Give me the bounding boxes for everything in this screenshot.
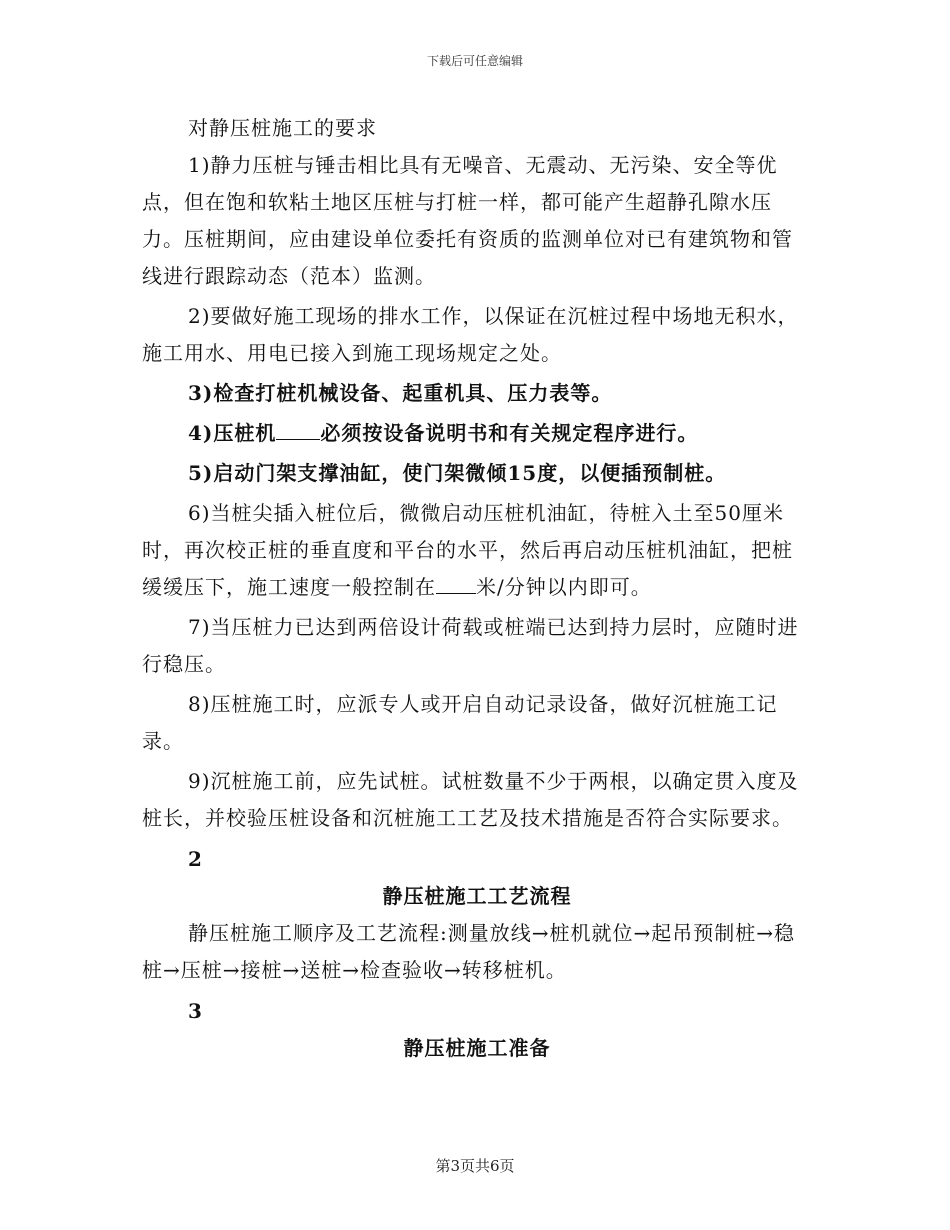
page-header: 下载后可任意编辑 <box>426 54 523 68</box>
fill-blank <box>276 421 320 440</box>
page-footer: 第3页共6页 <box>435 1157 515 1175</box>
requirement-2: 2)要做好施工现场的排水工作，以保证在沉桩过程中场地无积水，施工用水、用电已接入到施工现场规定之处。 <box>142 304 799 365</box>
requirement-4-start: 4)压桩机 <box>188 421 277 445</box>
section-number-3: 3 <box>188 999 203 1023</box>
requirement-4-end: 必须按设备说明书和有关规定程序进行。 <box>320 421 699 445</box>
requirement-6-start: 6)当桩尖插入桩位后，微微启动压桩机油缸，待桩入土至50厘米时，再次校正桩的垂直度和平台的水平，然后再启动压桩机油缸，把桩缓缓压下，施工速度一般控制在 <box>142 501 793 599</box>
requirement-6-end: 米/分钟以内即可。 <box>476 575 652 599</box>
requirement-7: 7)当压桩力已达到两倍设计荷载或桩端已达到持力层时，应随时进行稳压。 <box>142 615 799 676</box>
requirement-4 <box>142 415 812 452</box>
section-heading-3: 静压桩施工准备 <box>403 1036 551 1060</box>
requirement-3: 3)检查打桩机械设备、起重机具、压力表等。 <box>188 381 613 405</box>
section-title: 对静压桩施工的要求 <box>188 116 377 140</box>
requirement-6 <box>142 495 812 606</box>
requirement-9: 9)沉桩施工前，应先试桩。试桩数量不少于两根，以确定贯入度及桩长，并校验压桩设备和沉桩施工工艺及技术措施是否符合实际要求。 <box>142 769 799 830</box>
section-heading-2: 静压桩施工工艺流程 <box>382 884 572 908</box>
requirement-8: 8)压桩施工时，应派专人或开启自动记录设备，做好沉桩施工记录。 <box>142 692 778 753</box>
requirement-5: 5)启动门架支撑油缸，使门架微倾15度，以便插预制桩。 <box>188 461 727 485</box>
process-flow: 静压桩施工顺序及工艺流程:测量放线→桩机就位→起吊预制桩→稳桩→压桩→接桩→送桩→检查验收→转移桩机。 <box>142 921 796 982</box>
section-number-2: 2 <box>188 847 203 871</box>
fill-blank <box>436 575 476 594</box>
document-body <box>142 110 812 1067</box>
requirement-1: 1)静力压桩与锤击相比具有无噪音、无震动、无污染、安全等优点，但在饱和软粘土地区压桩与打桩一样，都可能产生超静孔隙水压力。压桩期间，应由建设单位委托有资质的监测单位对已有建筑物和管线进行跟踪动态（范本）监测。 <box>142 153 793 288</box>
